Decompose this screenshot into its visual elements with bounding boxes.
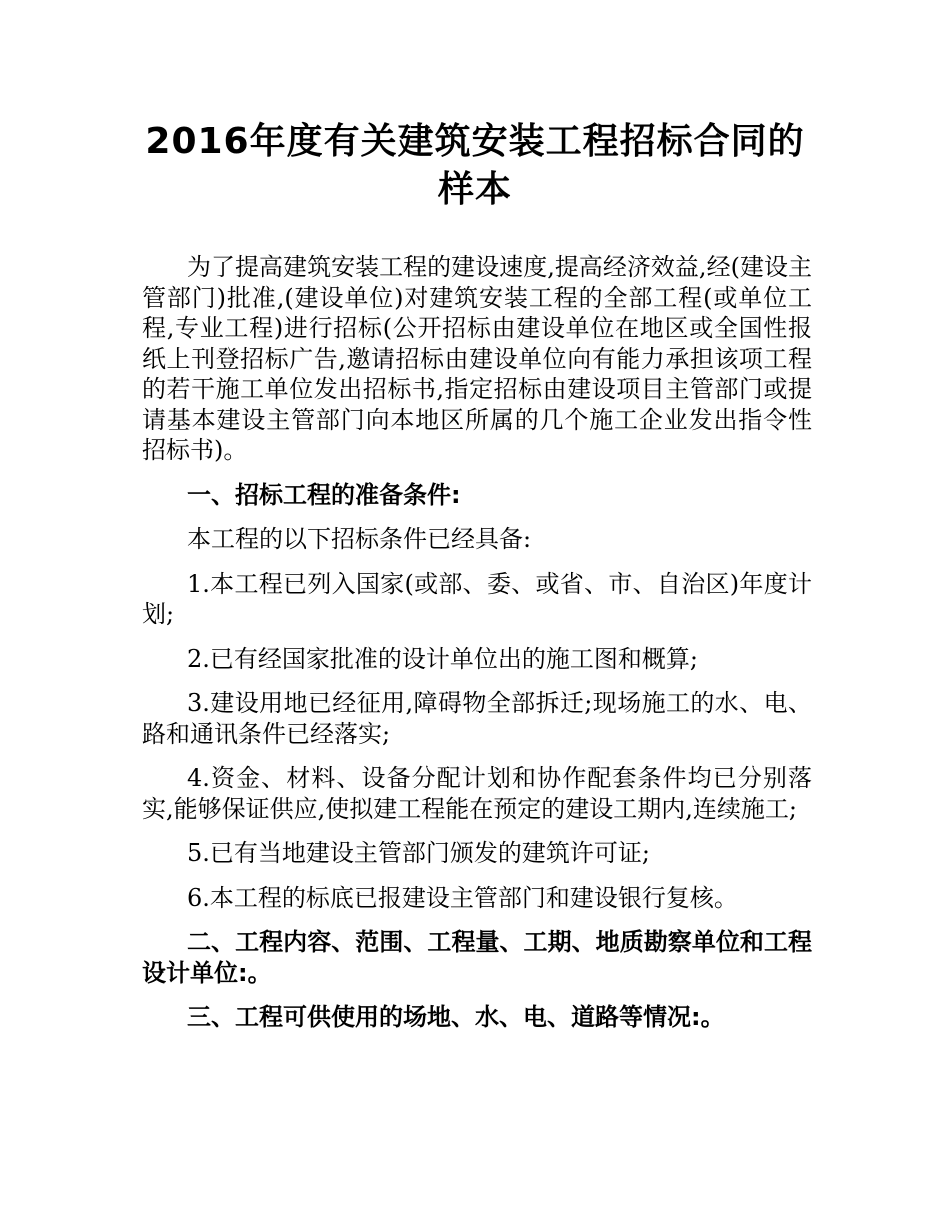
list-item-2: 2.已有经国家批准的设计单位出的施工图和概算; (187, 644, 698, 673)
section-heading-1: 一、招标工程的准备条件: (187, 480, 461, 509)
list-item-3: 3.建设用地已经征用,障碍物全部拆迁;现场施工的水、电、路和通讯条件已经落实; (142, 689, 812, 748)
title-line-2: 样本 (437, 169, 512, 210)
list-item-6: 6.本工程的标底已报建设主管部门和建设银行复核。 (187, 883, 738, 912)
paragraph-conditions: 本工程的以下招标条件已经具备: (187, 525, 532, 553)
title-line-1: 2016年度有关建筑安装工程招标合同的 (145, 121, 805, 162)
section-heading-3: 三、工程可供使用的场地、水、电、道路等情况:。 (187, 1003, 725, 1031)
section-heading-2: 二、工程内容、范围、工程量、工期、地质勘察单位和工程设计单位:。 (142, 928, 812, 987)
list-item-1: 1.本工程已列入国家(或部、委、或省、市、自治区)年度计划; (142, 569, 812, 628)
document-title (100, 118, 850, 214)
intro-paragraph: 为了提高建筑安装工程的建设速度,提高经济效益,经(建设主管部门)批准,(建设单位)对建筑安装工程的全部工程(或单位工程,专业工程)进行招标(公开招标由建设单位在地区或全国性报纸上刊登招标广告,邀请招标由建设单位向有能力承担该项工程的若干施工单位发出招标书,指定招标由建设项目主管部门或提请基本建设主管部门向本地区所属的几个施工企业发出指令性招标书)。 (142, 253, 812, 464)
list-item-5: 5.已有当地建设主管部门颁发的建筑许可证; (187, 839, 650, 867)
document-body (142, 252, 812, 1047)
list-item-4: 4.资金、材料、设备分配计划和协作配套条件均已分别落实,能够保证供应,使拟建工程能在预定的建设工期内,连续施工; (142, 764, 812, 823)
